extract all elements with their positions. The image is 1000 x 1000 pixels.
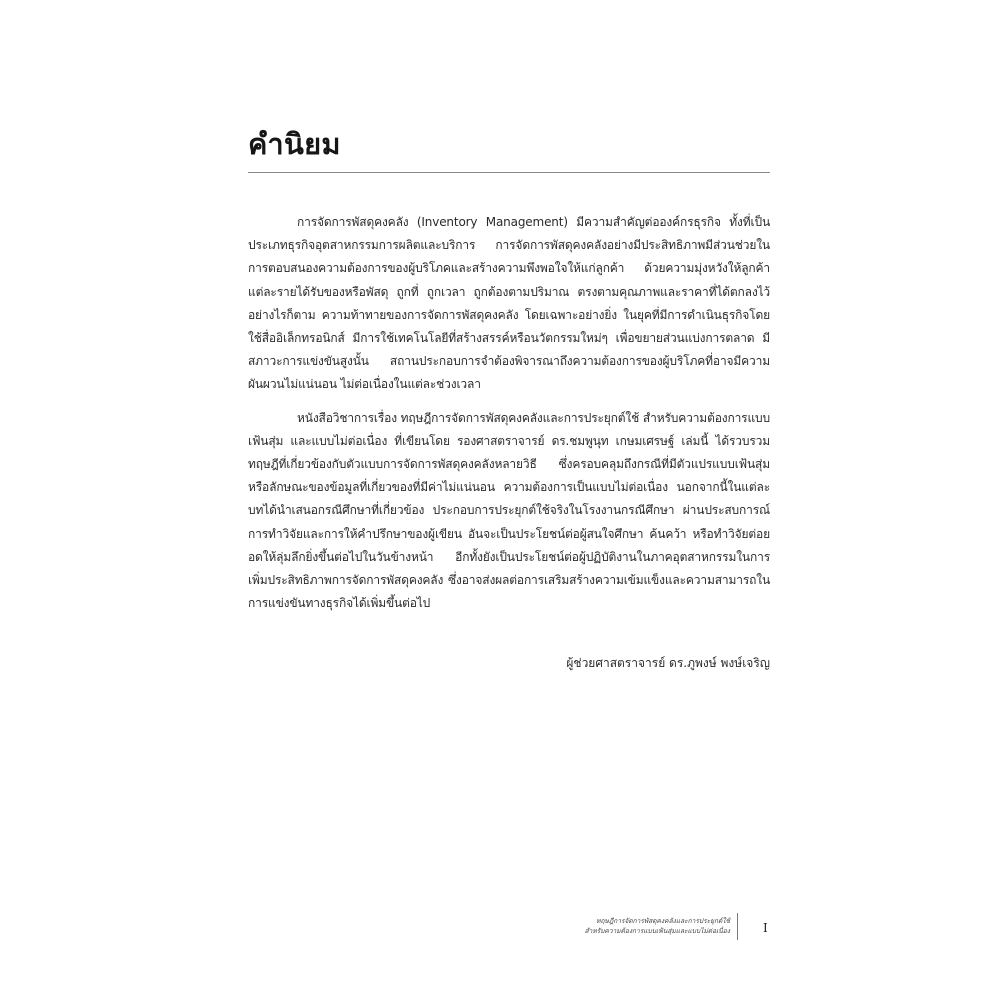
signature: ผู้ช่วยศาสตราจารย์ ดร.ภูพงษ์ พงษ์เจริญ	[566, 656, 770, 670]
running-footer	[585, 916, 730, 936]
footer-book-subtitle-line: สำหรับความต้องการแบบเฟ้นสุ่มและแบบไม่ต่อเนื่อง	[584, 927, 730, 935]
footer-book-title-line: ทฤษฎีการจัดการพัสดุคงคลังและการประยุกต์ใช้	[596, 917, 730, 925]
title-underline	[248, 172, 770, 173]
page-number: I	[763, 921, 768, 935]
body-text	[248, 211, 770, 615]
paragraph: หนังสือวิชาการเรื่อง ทฤษฎีการจัดการพัสดุคงคลังและการประยุกต์ใช้ สำหรับความต้องการแบบเฟ้นสุ่ม และแบบไม่ต่อเนื่อง ที่เขียนโดย รองศาสตราจารย์ ดร.ชมพูนุท เกษมเศรษฐ์ เล่มนี้ ได้รวบรวมทฤษฎีที่เกี่ยวข้องกับตัวแบบการจัดการพัสดุคงคลังหลายวิธี ซึ่งครอบคลุมถึงกรณีที่มีตัวแปรแบบเฟ้นสุ่ม หรือลักษณะของข้อมูลที่เกี่ยวของที่มีค่าไม่แน่นอน ความต้องการเป็นแบบไม่ต่อเนื่อง นอกจากนี้ในแต่ละบทได้นำเสนอกรณีศึกษาที่เกี่ยวข้อง ประกอบการประยุกต์ใช้จริงในโรงงานกรณีศึกษา ผ่านประสบการณ์การทำวิจัยและการให้คำปรึกษาของผู้เขียน อันจะเป็นประโยชน์ต่อผู้สนใจศึกษา ค้นคว้า หรือทำวิจัยต่อยอดให้ลุ่มลึกยิ่งขึ้นต่อไปในวันข้างหน้า อีกทั้งยังเป็นประโยชน์ต่อผู้ปฏิบัติงานในภาคอุตสาหกรรมในการเพิ่มประสิทธิภาพการจัดการพัสดุคงคลัง ซึ่งอาจส่งผลต่อการเสริมสร้างความเข้มแข็งและความสามารถในการแข่งขันทางธุรกิจได้เพิ่มขึ้นต่อไป	[248, 410, 770, 611]
page-title: คำนิยม	[248, 127, 341, 161]
paragraph: การจัดการพัสดุคงคลัง (Inventory Management) มีความสำคัญต่อองค์กรธุรกิจ ทั้งที่เป็นประเภทธุรกิจอุตสาหกรรมการผลิตและบริการ การจัดการพัสดุคงคลังอย่างมีประสิทธิภาพมีส่วนช่วยในการตอบสนองความต้องการของผู้บริโภคและสร้างความพึงพอใจให้แก่ลูกค้า ด้วยความมุ่งหวังให้ลูกค้าแต่ละรายได้รับของหรือพัสดุ ถูกที่ ถูกเวลา ถูกต้องตามปริมาณ ตรงตามคุณภาพและราคาที่ได้ตกลงไว้ อย่างไรก็ตาม ความท้าทายของการจัดการพัสดุคงคลัง โดยเฉพาะอย่างยิ่ง ในยุคที่มีการดำเนินธุรกิจโดยใช้สื่ออิเล็กทรอนิกส์ มีการใช้เทคโนโลยีที่สร้างสรรค์หรือนวัตกรรมใหม่ๆ เพื่อขยายส่วนแบ่งการตลาด มีสภาวะการแข่งขันสูงนั้น สถานประกอบการจำต้องพิจารณาถึงความต้องการของผู้บริโภคที่อาจมีความผันผวนไม่แน่นอน ไม่ต่อเนื่องในแต่ละช่วงเวลา	[248, 215, 770, 392]
footer-divider	[737, 913, 738, 940]
